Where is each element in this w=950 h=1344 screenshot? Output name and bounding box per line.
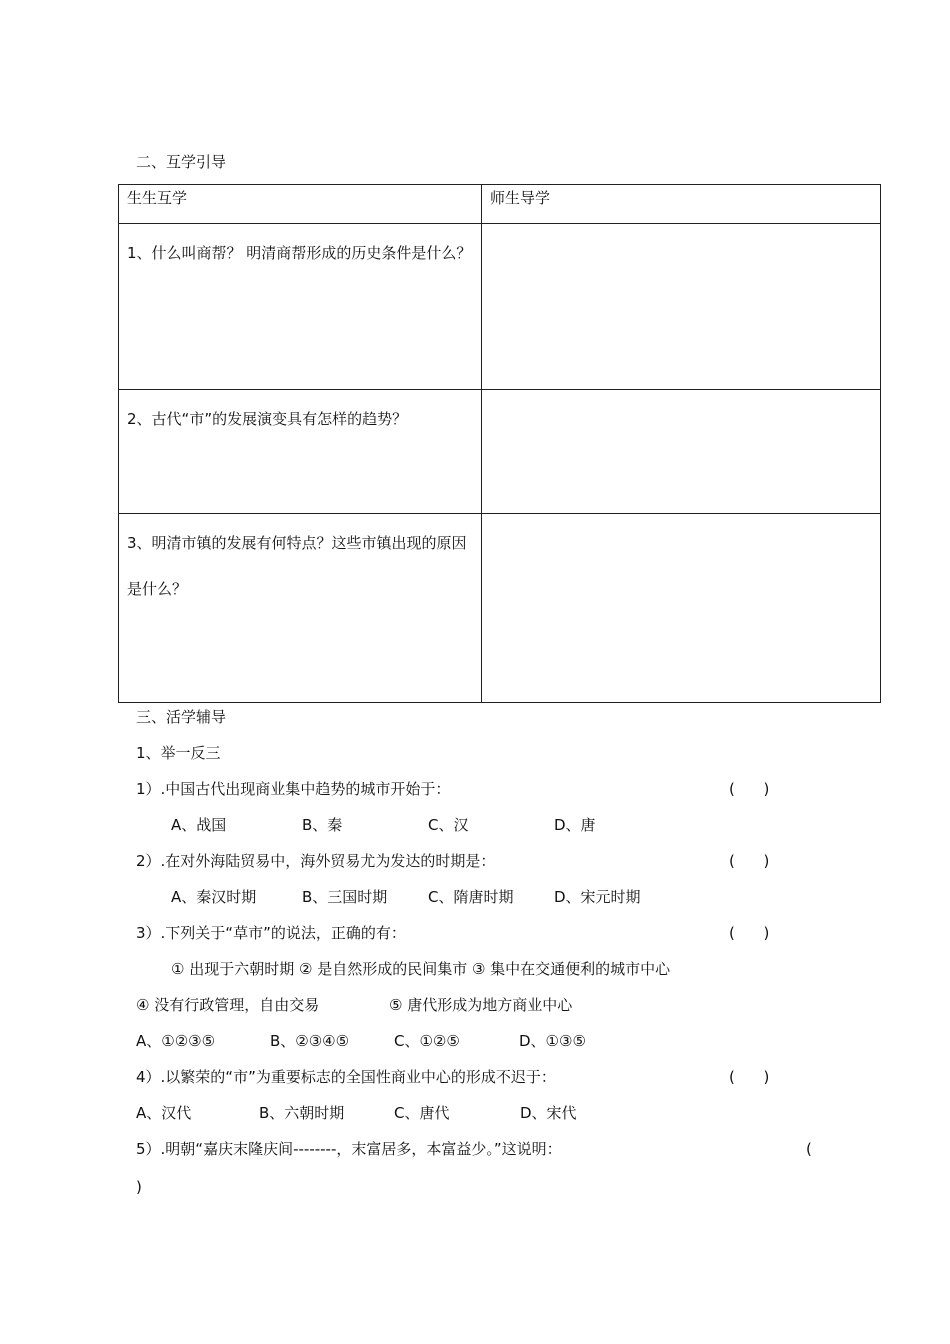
q1-option-c[interactable]: C、汉 <box>428 816 469 834</box>
q2-option-a[interactable]: A、秦汉时期 <box>171 888 257 906</box>
question-cell <box>119 224 482 390</box>
table-row <box>119 390 881 514</box>
q4-option-b[interactable]: B、六朝时期 <box>259 1104 345 1122</box>
table-row <box>119 514 881 703</box>
section-3-title: 三、活学辅导 <box>136 708 227 726</box>
q3-statement-4: ④ 没有行政管理，自由交易 <box>136 996 320 1014</box>
question-3-stem: 3）.下列关于“草市”的说法，正确的有： <box>136 924 406 942</box>
q3-option-b[interactable]: B、②③④⑤ <box>270 1032 350 1050</box>
question-text: 1、什么叫商帮？ 明清商帮形成的历史条件是什么？ <box>127 244 472 262</box>
q2-option-b[interactable]: B、三国时期 <box>302 888 388 906</box>
table-header-row <box>119 185 881 224</box>
question-5-paren-open[interactable]: ( <box>806 1140 812 1158</box>
section-2-title: 二、互学引导 <box>136 153 227 171</box>
mutual-learning-table <box>118 184 881 703</box>
q3-option-a[interactable]: A、①②③⑤ <box>136 1032 216 1050</box>
question-5-paren-close[interactable]: ) <box>136 1178 142 1196</box>
q3-statement-5: ⑤ 唐代形成为地方商业中心 <box>389 996 573 1014</box>
answer-cell[interactable] <box>482 390 881 514</box>
header-cell-student <box>119 185 482 224</box>
question-4-answer-blank[interactable]: ( ) <box>729 1068 770 1086</box>
question-1-stem: 1）.中国古代出现商业集中趋势的城市开始于： <box>136 780 451 798</box>
question-text: 3、明清市镇的发展有何特点？这些市镇出现的原因是什么？ <box>127 534 467 598</box>
q4-option-c[interactable]: C、唐代 <box>394 1104 450 1122</box>
header-cell-teacher <box>482 185 881 224</box>
table-row <box>119 224 881 390</box>
question-1-answer-blank[interactable]: ( ) <box>729 780 770 798</box>
question-cell <box>119 390 482 514</box>
q2-option-c[interactable]: C、隋唐时期 <box>428 888 514 906</box>
question-text: 2、古代“市”的发展演变具有怎样的趋势？ <box>127 410 408 428</box>
q1-option-b[interactable]: B、秦 <box>302 816 343 834</box>
question-2-answer-blank[interactable]: ( ) <box>729 852 770 870</box>
answer-cell[interactable] <box>482 224 881 390</box>
q4-option-d[interactable]: D、宋代 <box>520 1104 577 1122</box>
question-3-answer-blank[interactable]: ( ) <box>729 924 770 942</box>
answer-cell[interactable] <box>482 514 881 703</box>
section-3-subtitle: 1、举一反三 <box>136 744 221 762</box>
q3-option-c[interactable]: C、①②⑤ <box>394 1032 460 1050</box>
q4-option-a[interactable]: A、汉代 <box>136 1104 192 1122</box>
q3-option-d[interactable]: D、①③⑤ <box>519 1032 586 1050</box>
header-student-label: 生生互学 <box>127 189 188 207</box>
header-teacher-label: 师生导学 <box>490 189 551 207</box>
question-5-stem: 5）.明朝“嘉庆末隆庆间--------，末富居多，本富益少。”这说明： <box>136 1140 562 1158</box>
question-2-stem: 2）.在对外海陆贸易中，海外贸易尤为发达的时期是： <box>136 852 496 870</box>
q1-option-d[interactable]: D、唐 <box>554 816 596 834</box>
question-4-stem: 4）.以繁荣的“市”为重要标志的全国性商业中心的形成不迟于： <box>136 1068 556 1086</box>
q2-option-d[interactable]: D、宋元时期 <box>554 888 641 906</box>
question-cell <box>119 514 482 703</box>
q3-statement-line-1: ① 出现于六朝时期 ② 是自然形成的民间集市 ③ 集中在交通便利的城市中心 <box>171 960 671 978</box>
q1-option-a[interactable]: A、战国 <box>171 816 227 834</box>
